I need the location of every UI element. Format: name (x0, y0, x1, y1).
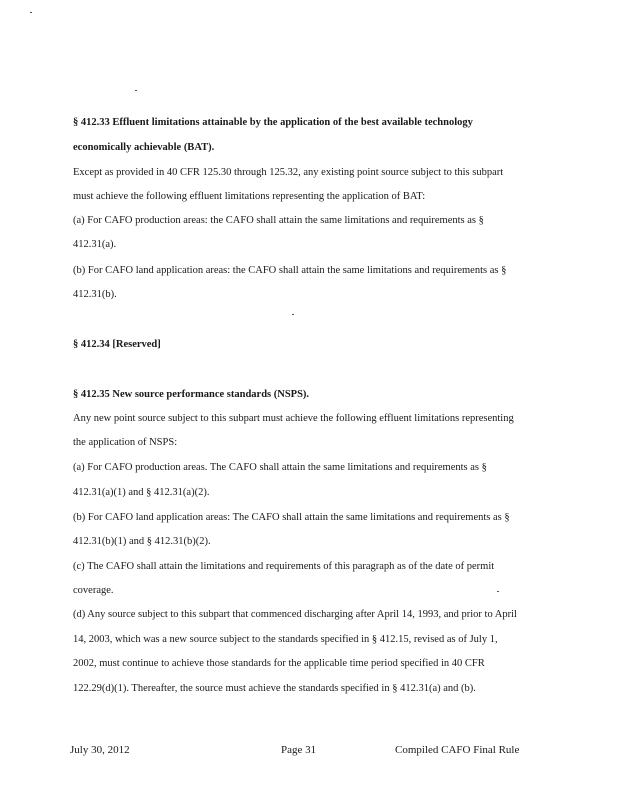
paragraph-line: Except as provided in 40 CFR 125.30 through 125.32, any existing point source subject to this subpart (73, 167, 504, 178)
paragraph-line: 2002, must continue to achieve those standards for the applicable time period specified in 40 CFR (73, 658, 485, 669)
paragraph-line: Any new point source subject to this subpart must achieve the following effluent limitations representing (73, 413, 514, 424)
paragraph-line: 122.29(d)(1). Thereafter, the source must achieve the standards specified in § 412.31(a) and (b). (73, 683, 476, 694)
paragraph-line: 14, 2003, which was a new source subject to the standards specified in § 412.15, revised as of July 1, (73, 634, 498, 645)
paragraph-line: 412.31(b)(1) and § 412.31(b)(2). (73, 536, 211, 547)
paragraph-line: (b) For CAFO land application areas: The CAFO shall attain the same limitations and requirements as § (73, 512, 510, 523)
paragraph-line: must achieve the following effluent limitations representing the application of BAT: (73, 191, 426, 202)
paragraph-line: (b) For CAFO land application areas: the CAFO shall attain the same limitations and requirements as § (73, 265, 507, 276)
paragraph-line: (c) The CAFO shall attain the limitations and requirements of this paragraph as of the date of permit (73, 561, 495, 572)
scan-speck (292, 314, 294, 315)
paragraph-line: 412.31(b). (73, 289, 117, 300)
scan-speck (135, 90, 137, 91)
footer-page-number: Page 31 (281, 744, 317, 756)
paragraph-line: (a) For CAFO production areas: the CAFO shall attain the same limitations and requirements as § (73, 215, 484, 226)
paragraph-line: (d) Any source subject to this subpart that commenced discharging after April 14, 1993, and prior to April (73, 609, 517, 620)
scan-speck (497, 591, 499, 592)
section-412-35-heading: § 412.35 New source performance standards (NSPS). (73, 389, 310, 400)
paragraph-line: the application of NSPS: (73, 437, 178, 448)
footer-date: July 30, 2012 (70, 744, 130, 756)
paragraph-line: 412.31(a). (73, 239, 117, 250)
section-412-34-heading: § 412.34 [Reserved] (73, 339, 161, 350)
paragraph-line: coverage. (73, 585, 114, 596)
paragraph-line: (a) For CAFO production areas. The CAFO shall attain the same limitations and requirements as § (73, 462, 487, 473)
section-412-33-heading-cont: economically achievable (BAT). (73, 142, 215, 153)
section-412-33-heading: § 412.33 Effluent limitations attainable by the application of the best available technology (73, 117, 473, 128)
footer-document-title: Compiled CAFO Final Rule (395, 744, 520, 756)
paragraph-line: 412.31(a)(1) and § 412.31(a)(2). (73, 487, 210, 498)
scan-speck (30, 12, 32, 13)
